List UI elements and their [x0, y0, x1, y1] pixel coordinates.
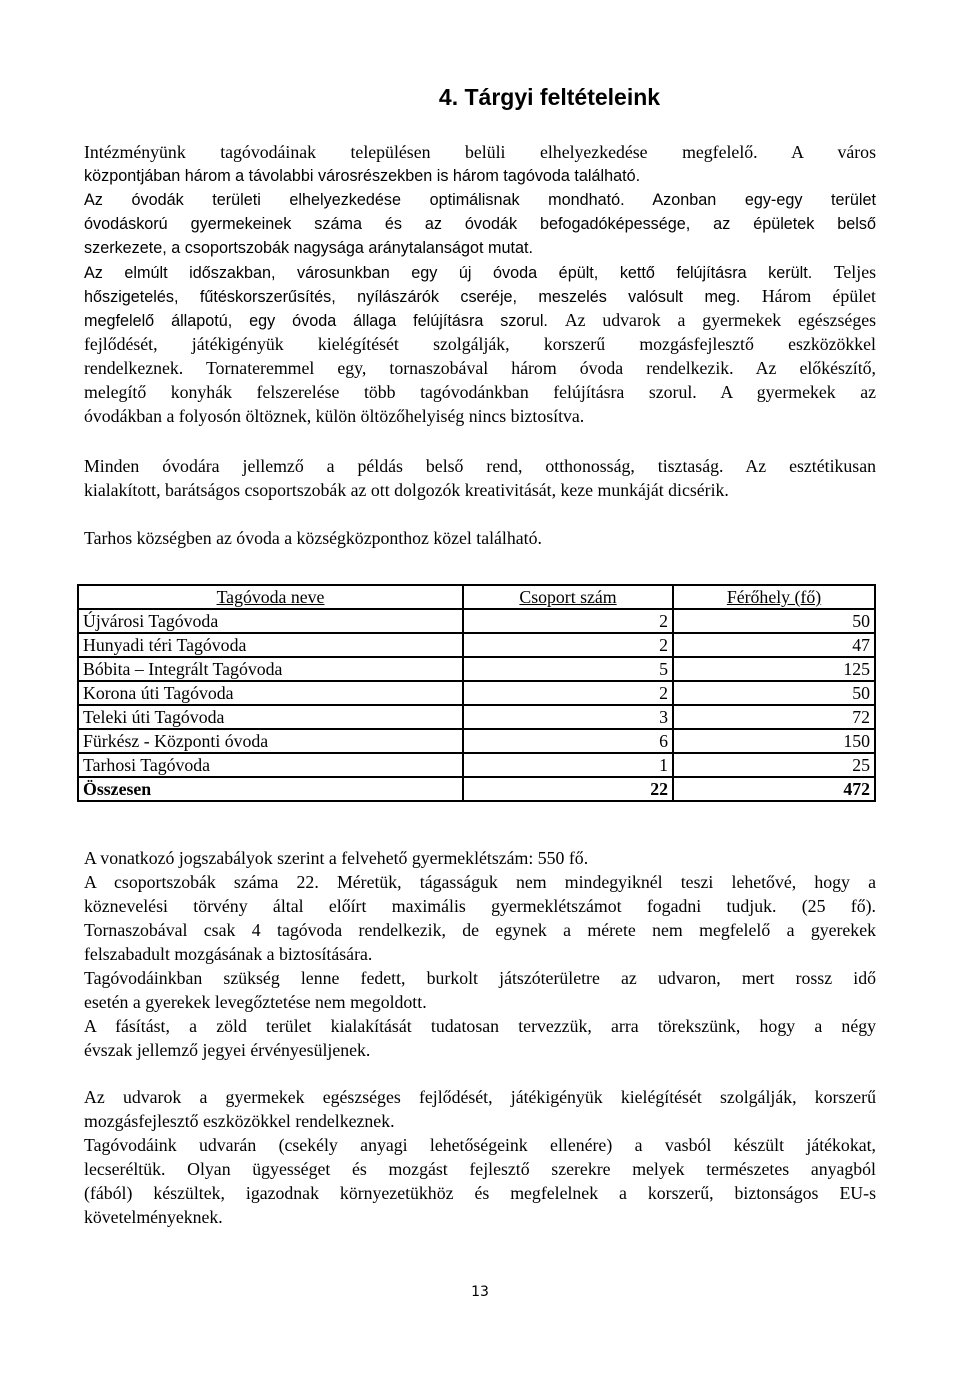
line-segment: A gyermekek az: [720, 382, 876, 402]
table-cell: 50: [673, 681, 875, 705]
paragraph-line: [84, 260, 876, 285]
paragraph-line: mozgásfejlesztő eszközökkel rendelkeznek.: [84, 1111, 395, 1131]
table-cell: 50: [673, 609, 875, 633]
paragraph-line: [84, 356, 876, 380]
paragraph-line: fejlődését, játékigényük kielégítését szolgálják, korszerű mozgásfejlesztő eszközökkel: [84, 334, 876, 354]
paragraph-line: óvodáskorú gyermekeinek száma és az óvodák befogadóképessége, az épületek belső: [84, 215, 876, 233]
paragraph-line: [84, 188, 876, 212]
table-cell: 6: [463, 729, 673, 753]
table-cell: 2: [463, 633, 673, 657]
line-segment: Tornateremmel egy, tornaszobával három óvoda rendelkezik. Az előkészítő,: [205, 358, 876, 378]
paragraph-line: Tagóvodáinkban szükség lenne fedett, burkolt játszóterületre az udvaron, mert rossz idő: [84, 968, 876, 988]
line-segment: rendelkeznek.: [84, 358, 184, 378]
table-row: [78, 609, 875, 633]
table-cell: 2: [463, 609, 673, 633]
section-heading: 4. Tárgyi feltételeink: [438, 84, 661, 110]
table-row: [78, 633, 875, 657]
paragraph-line: Intézményünk tagóvodáinak településen belüli elhelyezkedése megfelelő. A város: [84, 142, 876, 162]
table-row: [78, 753, 875, 777]
table-cell: 1: [463, 753, 673, 777]
table-cell: 3: [463, 705, 673, 729]
table-cell: Összesen: [78, 777, 463, 801]
line-segment: hőszigetelés, fűtéskorszerűsítés, nyílászárók cseréje, meszelés valósult meg.: [84, 288, 741, 306]
paragraph-line: óvodákban a folyosón öltöznek, külön öltözőhelyiség nincs biztosítva.: [84, 406, 585, 426]
line-segment: megfelelő állapotú, egy óvoda állaga felújításra szorul.: [84, 312, 548, 330]
table-cell: 150: [673, 729, 875, 753]
table-row: [78, 729, 875, 753]
table-cell: Korona úti Tagóvoda: [78, 681, 463, 705]
paragraph-line: [84, 284, 876, 309]
paragraph-line: lecseréltük. Olyan ügyességet és mozgást fejlesztő szerekre melyek természetes anyagból: [84, 1159, 876, 1179]
paragraph-line: Tornaszobával csak 4 tagóvoda rendelkezik, de egynek a mérete nem megfelelő a gyerekek: [84, 920, 876, 940]
paragraph-line: Minden óvodára jellemző a példás belső rend, otthonosság, tisztaság. Az esztétikusan: [84, 456, 876, 476]
table-cell: 2: [463, 681, 673, 705]
table-row: [78, 657, 875, 681]
paragraph-line: kialakított, barátságos csoportszobák az ott dolgozók kreativitását, keze munkáját dicsérik.: [84, 480, 729, 500]
table-cell: Bóbita – Integrált Tagóvoda: [78, 657, 463, 681]
table-cell: Teleki úti Tagóvoda: [78, 705, 463, 729]
table-cell: 472: [673, 777, 875, 801]
paragraph-line: A csoportszobák száma 22. Méretük, tágasságuk nem mindegyiknél teszi lehetővé, hogy a: [84, 872, 876, 892]
paragraph-line: [84, 380, 876, 404]
table-cell: Tarhosi Tagóvoda: [78, 753, 463, 777]
paragraph-line: Tagóvodáink udvarán (csekély anyagi lehetőségeink ellenére) a vasból készült játékokat,: [84, 1135, 876, 1155]
paragraph-line: (fából) készültek, igazodnak környezetükhöz és megfelelnek a korszerű, biztonságos EU-s: [84, 1183, 876, 1203]
kindergarten-table: [77, 584, 876, 802]
table-cell: 22: [463, 777, 673, 801]
table-row: [78, 705, 875, 729]
table-row: [78, 681, 875, 705]
column-header: Tagóvoda neve: [78, 585, 463, 609]
column-header: Csoport szám: [463, 585, 673, 609]
table-cell: 72: [673, 705, 875, 729]
table-header-row: [78, 585, 875, 609]
line-segment: Teljes: [833, 262, 877, 282]
table-cell: Hunyadi téri Tagóvoda: [78, 633, 463, 657]
line-segment: melegítő konyhák felszerelése több tagóvodánkban felújításra szorul.: [84, 382, 697, 402]
paragraph-line: [84, 308, 876, 333]
table-cell: 5: [463, 657, 673, 681]
paragraph-line: A vonatkozó jogszabályok szerint a felvehető gyermeklétszám: 550 fő.: [84, 848, 589, 868]
paragraph-line: szerkezete, a csoportszobák nagysága aránytalanságot mutat.: [84, 239, 534, 257]
paragraph-line: Az udvarok a gyermekek egészséges fejlődését, játékigényük kielégítését szolgálják, korszerű: [84, 1087, 876, 1107]
paragraph-line: A fásítást, a zöld terület kialakítását tudatosan tervezzük, arra törekszünk, hogy a négy: [84, 1016, 876, 1036]
paragraph-line: követelményeknek.: [84, 1207, 223, 1227]
paragraph-line: köznevelési törvény által előírt maximális gyermeklétszámot fogadni tudjuk. (25 fő).: [84, 896, 876, 916]
page-number: 13: [471, 1284, 489, 1300]
line-segment: Az udvarok a gyermekek egészséges: [564, 310, 877, 330]
column-header: Férőhely (fő): [673, 585, 875, 609]
line-segment: Az elmúlt időszakban, városunkban egy új óvoda épült, kettő felújításra került.: [84, 264, 813, 282]
paragraph-line: központjában három a távolabbi városrészekben is három tagóvoda található.: [84, 167, 641, 185]
line-segment: Az óvodák területi elhelyezkedése optimálisnak mondható.: [84, 191, 625, 209]
table-cell: Fürkész - Központi óvoda: [78, 729, 463, 753]
line-segment: Három épület: [761, 286, 876, 306]
table-cell: 125: [673, 657, 875, 681]
paragraph-line: Tarhos községben az óvoda a községközponthoz közel található.: [84, 528, 542, 548]
paragraph-line: esetén a gyerekek levegőztetése nem megoldott.: [84, 992, 427, 1012]
paragraph-line: évszak jellemző jegyei érvényesüljenek.: [84, 1040, 371, 1060]
table-cell: 25: [673, 753, 875, 777]
table-cell: Újvárosi Tagóvoda: [78, 609, 463, 633]
table-total-row: [78, 777, 875, 801]
line-segment: Azonban egy-egy terület: [652, 191, 876, 209]
table-cell: 47: [673, 633, 875, 657]
paragraph-line: felszabadult mozgásának a biztosítására.: [84, 944, 373, 964]
